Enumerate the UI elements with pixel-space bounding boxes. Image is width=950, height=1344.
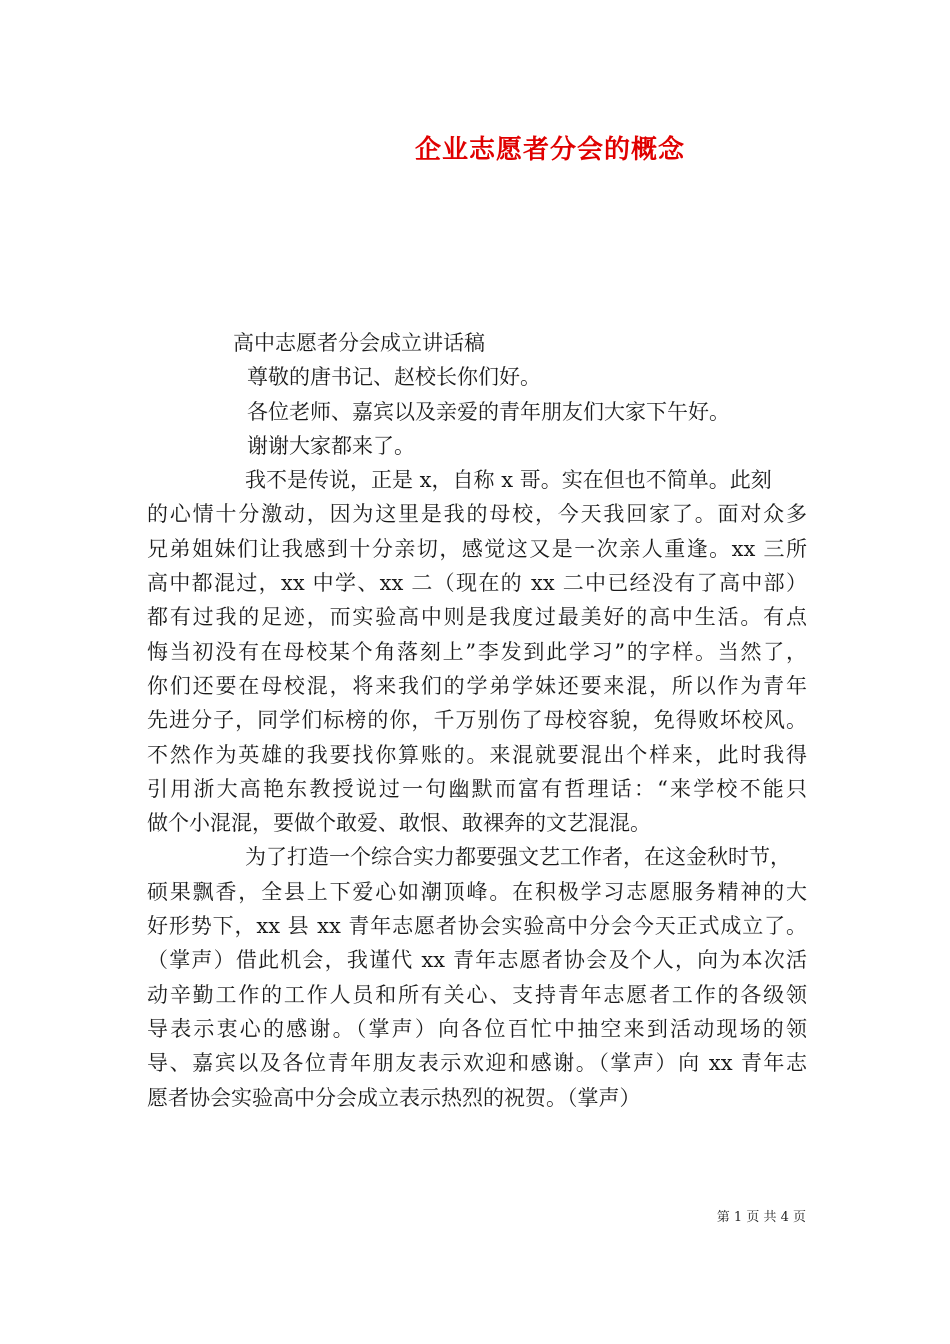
paragraph-line: 为了打造一个综合实力都要强文艺工作者，在这金秋时节，: [245, 845, 791, 870]
paragraph-line: 你们还要在母校混，将来我们的学弟学妹还要来混，所以作为青年: [147, 673, 807, 698]
paragraph-line: 引用浙大高艳东教授说过一句幽默而富有哲理话：“来学校不能只: [147, 776, 807, 801]
paragraph-line: 高中都混过，xx 中学、xx 二（现在的 xx 二中已经没有了高中部）: [147, 571, 807, 596]
paragraph-line: 的心情十分激动，因为这里是我的母校，今天我回家了。面对众多: [147, 502, 807, 527]
paragraph-line: 悔当初没有在母校某个角落刻上”李发到此学习”的字样。当然了，: [147, 639, 807, 664]
document-body: [147, 326, 807, 1115]
speech-heading: 高中志愿者分会成立讲话稿: [233, 331, 485, 355]
greeting-line: 各位老师、嘉宾以及亲爱的青年朋友们大家下午好。: [247, 399, 730, 424]
paragraph-line: 都有过我的足迹，而实验高中则是我度过最美好的高中生活。有点: [147, 605, 807, 630]
greeting-line: 谢谢大家都来了。: [247, 433, 415, 458]
paragraph-line: 先进分子，同学们标榜的你，千万别伤了母校容貌，免得败坏校风。: [147, 708, 807, 733]
paragraph-line: 不然作为英雄的我要找你算账的。来混就要混出个样来，此时我得: [147, 742, 807, 767]
greeting-line: 尊敬的唐书记、赵校长你们好。: [247, 365, 541, 390]
paragraph-line: 好形势下，xx 县 xx 青年志愿者协会实验高中分会今天正式成立了。: [147, 914, 807, 939]
paragraph-line: 导、嘉宾以及各位青年朋友表示欢迎和感谢。（掌声）向 xx 青年志: [147, 1051, 807, 1076]
paragraph-line: 愿者协会实验高中分会成立表示热烈的祝贺。（掌声）: [147, 1085, 641, 1110]
paragraph-line: 动辛勤工作的工作人员和所有关心、支持青年志愿者工作的各级领: [147, 982, 807, 1007]
document-title: 企业志愿者分会的概念: [414, 135, 685, 165]
paragraph-line: 我不是传说，正是 x，自称 x 哥。实在但也不简单。此刻: [245, 468, 772, 493]
paragraph-line: （掌声）借此机会，我谨代 xx 青年志愿者协会及个人，向为本次活: [147, 948, 807, 973]
paragraph-line: 导表示衷心的感谢。（掌声）向各位百忙中抽空来到活动现场的领: [147, 1016, 807, 1041]
paragraph-line: 兄弟姐妹们让我感到十分亲切，感觉这又是一次亲人重逢。xx 三所: [147, 536, 807, 561]
paragraph-line: 做个小混混，要做个敢爱、敢恨、敢裸奔的文艺混混。: [147, 811, 651, 836]
paragraph-line: 硕果飘香，全县上下爱心如潮顶峰。在积极学习志愿服务精神的大: [147, 879, 807, 904]
page-number-footer: 第 1 页 共 4 页: [716, 1210, 806, 1225]
